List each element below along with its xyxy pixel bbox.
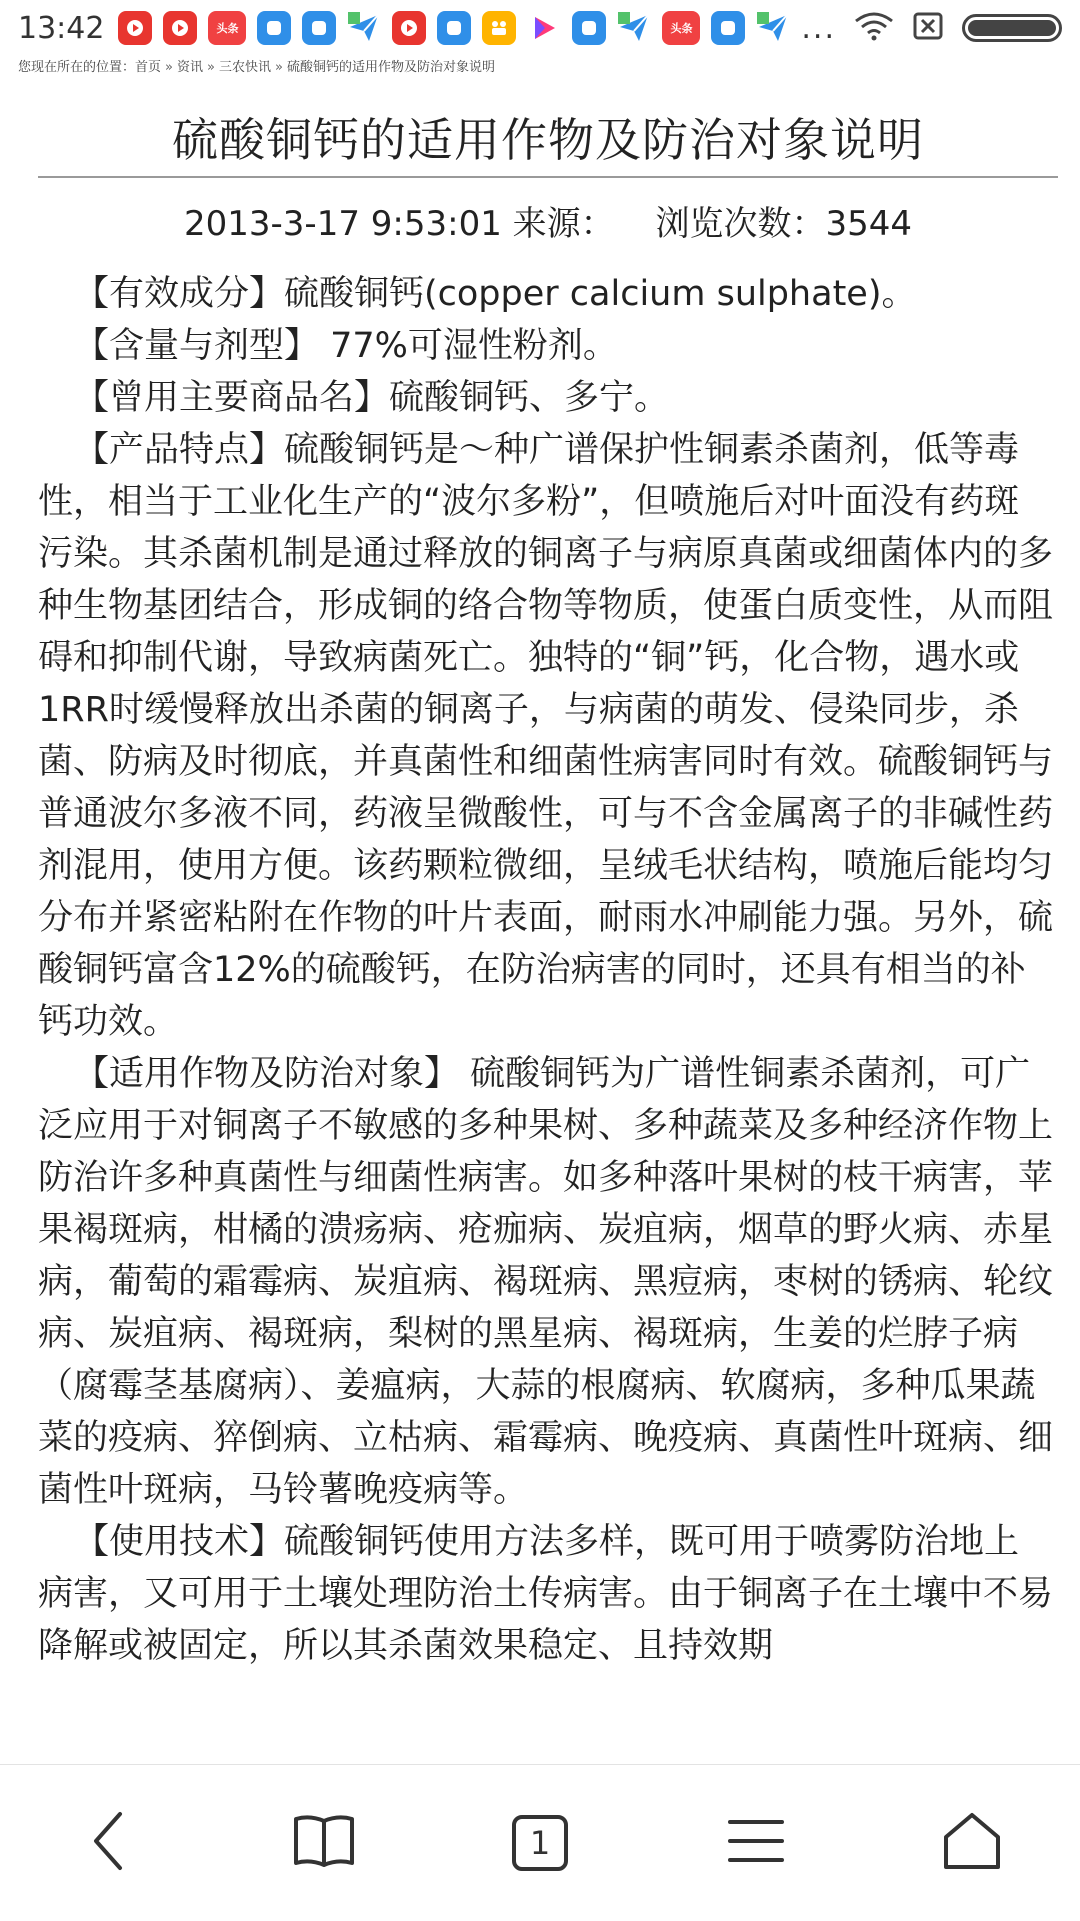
breadcrumb-news-link[interactable]: 资讯 bbox=[177, 60, 204, 75]
back-button[interactable] bbox=[48, 1783, 168, 1903]
breadcrumb-current-page: 硫酸铜钙的适用作物及防治对象说明 bbox=[286, 60, 495, 75]
back-icon bbox=[78, 1806, 138, 1880]
red-play-icon bbox=[163, 11, 197, 45]
bookmarks-button[interactable] bbox=[264, 1783, 384, 1903]
no-sim-icon bbox=[912, 11, 944, 45]
publish-date: 2013-3-17 9:53:01 bbox=[184, 204, 502, 244]
clock: 13:42 bbox=[18, 10, 105, 46]
paragraph: 【适用作物及防治对象】 硫酸铜钙为广谱性铜素杀菌剂，可广泛应用于对铜离子不敏感的多种果树、多种蔬菜及多种经济作物上防治许多种真菌性与细菌性病害。如多种落叶果树的枝干病害，苹果褐斑病，柑橘的溃疡病、疮痂病、炭疽病，烟草的野火病、赤星病，葡萄的霜霉病、炭疽病、褐斑病、黑痘病，枣树的锈病、轮纹病、炭疽病、褐斑病，梨树的黑星病、褐斑病，生姜的烂脖子病（腐霉茎基腐病）、姜瘟病，大蒜的根腐病、软腐病，多种瓜果蔬菜的疫病、猝倒病、立枯病、霜霉病、晚疫病、真菌性叶斑病、细菌性叶斑病，马铃薯晚疫病等。 bbox=[38, 1054, 1054, 1510]
home-icon bbox=[940, 1809, 1004, 1877]
send-icon bbox=[756, 11, 790, 45]
views-count: 3544 bbox=[825, 204, 912, 244]
video-icon bbox=[482, 11, 516, 45]
menu-icon bbox=[726, 1816, 786, 1870]
menu-button[interactable] bbox=[696, 1783, 816, 1903]
home-button[interactable] bbox=[912, 1783, 1032, 1903]
views-label: 浏览次数： bbox=[655, 204, 826, 244]
send-icon bbox=[347, 11, 381, 45]
paragraph: 【有效成分】硫酸铜钙(copper calcium sulphate)。 bbox=[74, 274, 917, 314]
breadcrumb-agri-news-link[interactable]: 三农快讯 bbox=[218, 60, 271, 75]
title-divider bbox=[38, 176, 1058, 178]
breadcrumb-prefix: 您现在所在的位置： bbox=[18, 60, 136, 75]
book-icon bbox=[292, 1809, 356, 1877]
paragraph: 【产品特点】硫酸铜钙是～种广谱保护性铜素杀菌剂，低等毒性，相当于工业化生产的“波尔多粉”，但喷施后对叶面没有药斑污染。其杀菌机制是通过释放的铜离子与病原真菌或细菌体内的多种生物基团结合，形成铜的络合物等物质，使蛋白质变性，从而阻碍和抑制代谢，导致病菌死亡。独特的“铜”钙，化合物，遇水或1RR时缓慢释放出杀菌的铜离子，与病菌的萌发、侵染同步，杀菌、防病及时彻底，并真菌性和细菌性病害同时有效。硫酸铜钙与普通波尔多液不同，药液呈微酸性，可与不含金属离子的非碱性药剂混用，使用方便。该药颗粒微细，呈绒毛状结构，喷施后能均匀分布并紧密粘附在作物的叶片表面，耐雨水冲刷能力强。另外，硫酸铜钙富含12%的硫酸钙，在防治病害的同时，还具有相当的补钙功效。 bbox=[38, 430, 1054, 1042]
paragraph: 【含量与剂型】 77%可湿性粉剂。 bbox=[74, 326, 618, 366]
blue-app-icon bbox=[711, 11, 745, 45]
paragraph: 【曾用主要商品名】硫酸铜钙、多宁。 bbox=[74, 378, 670, 418]
wifi-icon bbox=[854, 11, 894, 45]
source-label: 来源： bbox=[512, 204, 615, 244]
toutiao-icon: 头条 bbox=[208, 11, 246, 45]
blue-app-icon bbox=[572, 11, 606, 45]
more-notifications: ... bbox=[801, 10, 836, 46]
breadcrumb bbox=[18, 56, 495, 75]
breadcrumb-home-link[interactable]: 首页 bbox=[135, 60, 162, 75]
paragraph: 【使用技术】硫酸铜钙使用方法多样，既可用于喷雾防治地上病害，又可用于土壤处理防治土传病害。由于铜离子在土壤中不易降解或被固定，所以其杀菌效果稳定、且持效期 bbox=[38, 1522, 1054, 1666]
status-bar bbox=[0, 0, 1080, 56]
battery-level bbox=[968, 20, 1056, 36]
battery-icon bbox=[962, 14, 1062, 42]
tabs-icon bbox=[511, 1814, 569, 1872]
breadcrumb-separator: » bbox=[165, 60, 173, 75]
browser-bottom-nav bbox=[0, 1764, 1080, 1921]
toutiao-icon: 头条 bbox=[662, 11, 700, 45]
page-title: 硫酸铜钙的适用作物及防治对象说明 bbox=[172, 113, 924, 167]
blue-app-icon bbox=[302, 11, 336, 45]
blue-app-icon bbox=[257, 11, 291, 45]
system-status bbox=[801, 11, 1062, 46]
breadcrumb-separator: » bbox=[275, 60, 283, 75]
breadcrumb-separator: » bbox=[207, 60, 215, 75]
tabs-count: 1 bbox=[529, 1824, 551, 1862]
article-body bbox=[38, 268, 1053, 1672]
play-icon bbox=[527, 11, 561, 45]
red-play-icon bbox=[118, 11, 152, 45]
article-meta bbox=[38, 196, 1058, 245]
blue-app-icon bbox=[437, 11, 471, 45]
send-icon bbox=[617, 11, 651, 45]
red-play-icon bbox=[392, 11, 426, 45]
notification-icons bbox=[118, 11, 790, 45]
tabs-button[interactable] bbox=[480, 1783, 600, 1903]
